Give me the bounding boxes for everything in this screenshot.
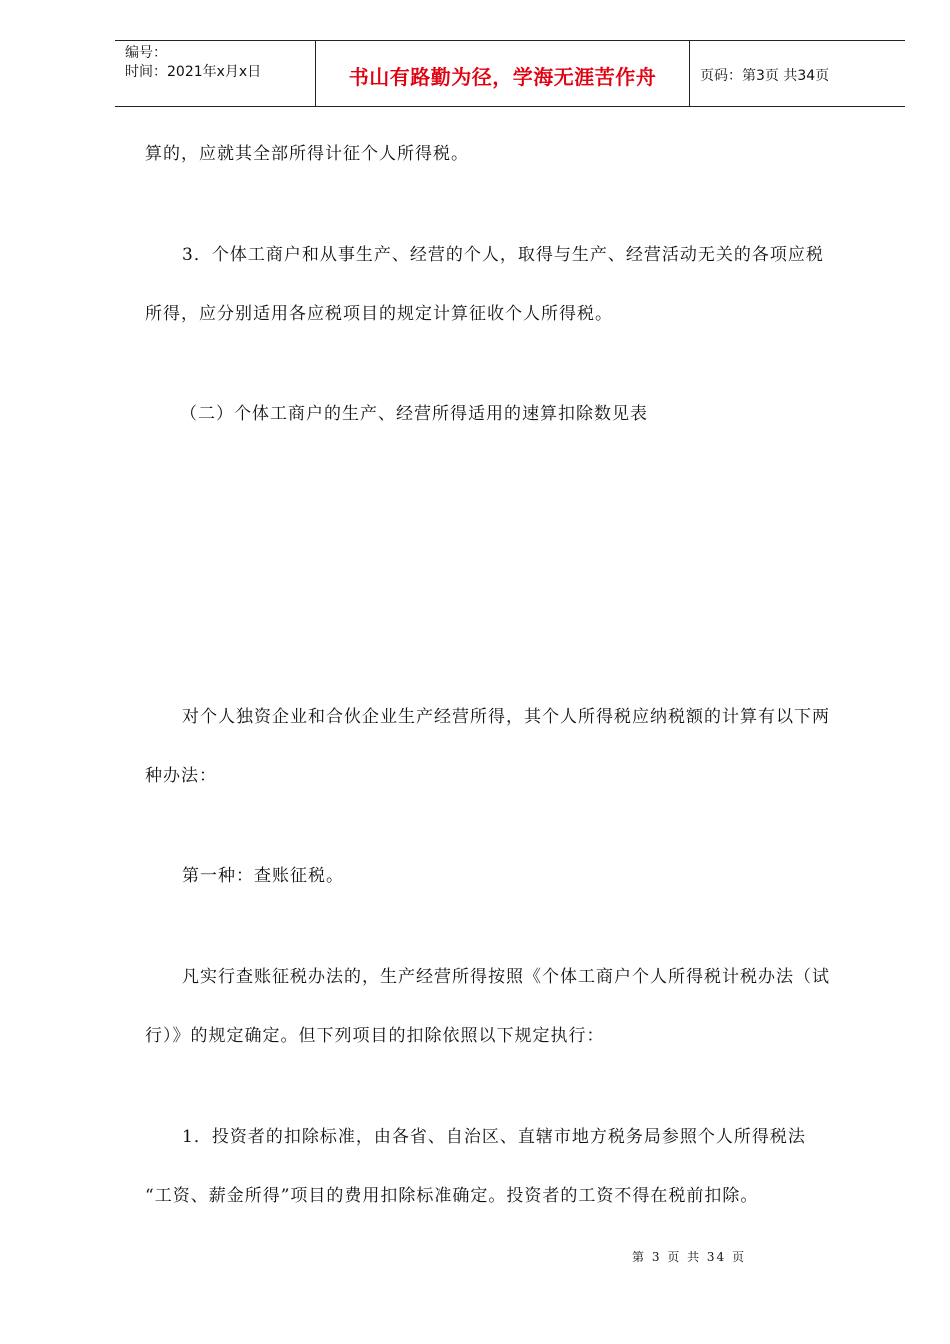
paragraph-line: 凡实行查账征税办法的，生产经营所得按照《个体工商户个人所得税计税办法（试 (182, 967, 830, 987)
paragraph-line: 所得，应分别适用各应税项目的规定计算征收个人所得税。 (145, 304, 613, 324)
paragraph-line: 算的，应就其全部所得计征个人所得税。 (145, 144, 469, 164)
paragraph-line: 第一种：查账征税。 (182, 866, 344, 886)
page-footer: 第 3 页 共 34 页 (632, 1250, 746, 1264)
paragraph-line: 种办法： (145, 766, 217, 786)
section-heading: （二）个体工商户的生产、经营所得适用的速算扣除数见表 (180, 404, 648, 424)
date-label: 时间：2021年x月x日 (125, 64, 262, 80)
serial-number-label: 编号： (125, 45, 167, 61)
paragraph-line: 1．投资者的扣除标准，由各省、自治区、直辖市地方税务局参照个人所得税法 (182, 1127, 806, 1147)
header-meta-cell (115, 41, 316, 106)
header-motto-cell (316, 41, 690, 106)
header-motto: 书山有路勤为径，学海无涯苦作舟 (348, 65, 657, 89)
paragraph-line: “工资、薪金所得”项目的费用扣除标准确定。投资者的工资不得在税前扣除。 (145, 1186, 759, 1206)
paragraph-line: 3．个体工商户和从事生产、经营的个人，取得与生产、经营活动无关的各项应税 (182, 245, 824, 265)
header-page-cell (690, 41, 905, 106)
header-page-label: 页码：第3页 共34页 (700, 68, 830, 84)
document-header (115, 40, 905, 107)
paragraph-line: 对个人独资企业和合伙企业生产经营所得，其个人所得税应纳税额的计算有以下两 (182, 707, 830, 727)
paragraph-line: 行）》的规定确定。但下列项目的扣除依照以下规定执行： (145, 1026, 605, 1046)
